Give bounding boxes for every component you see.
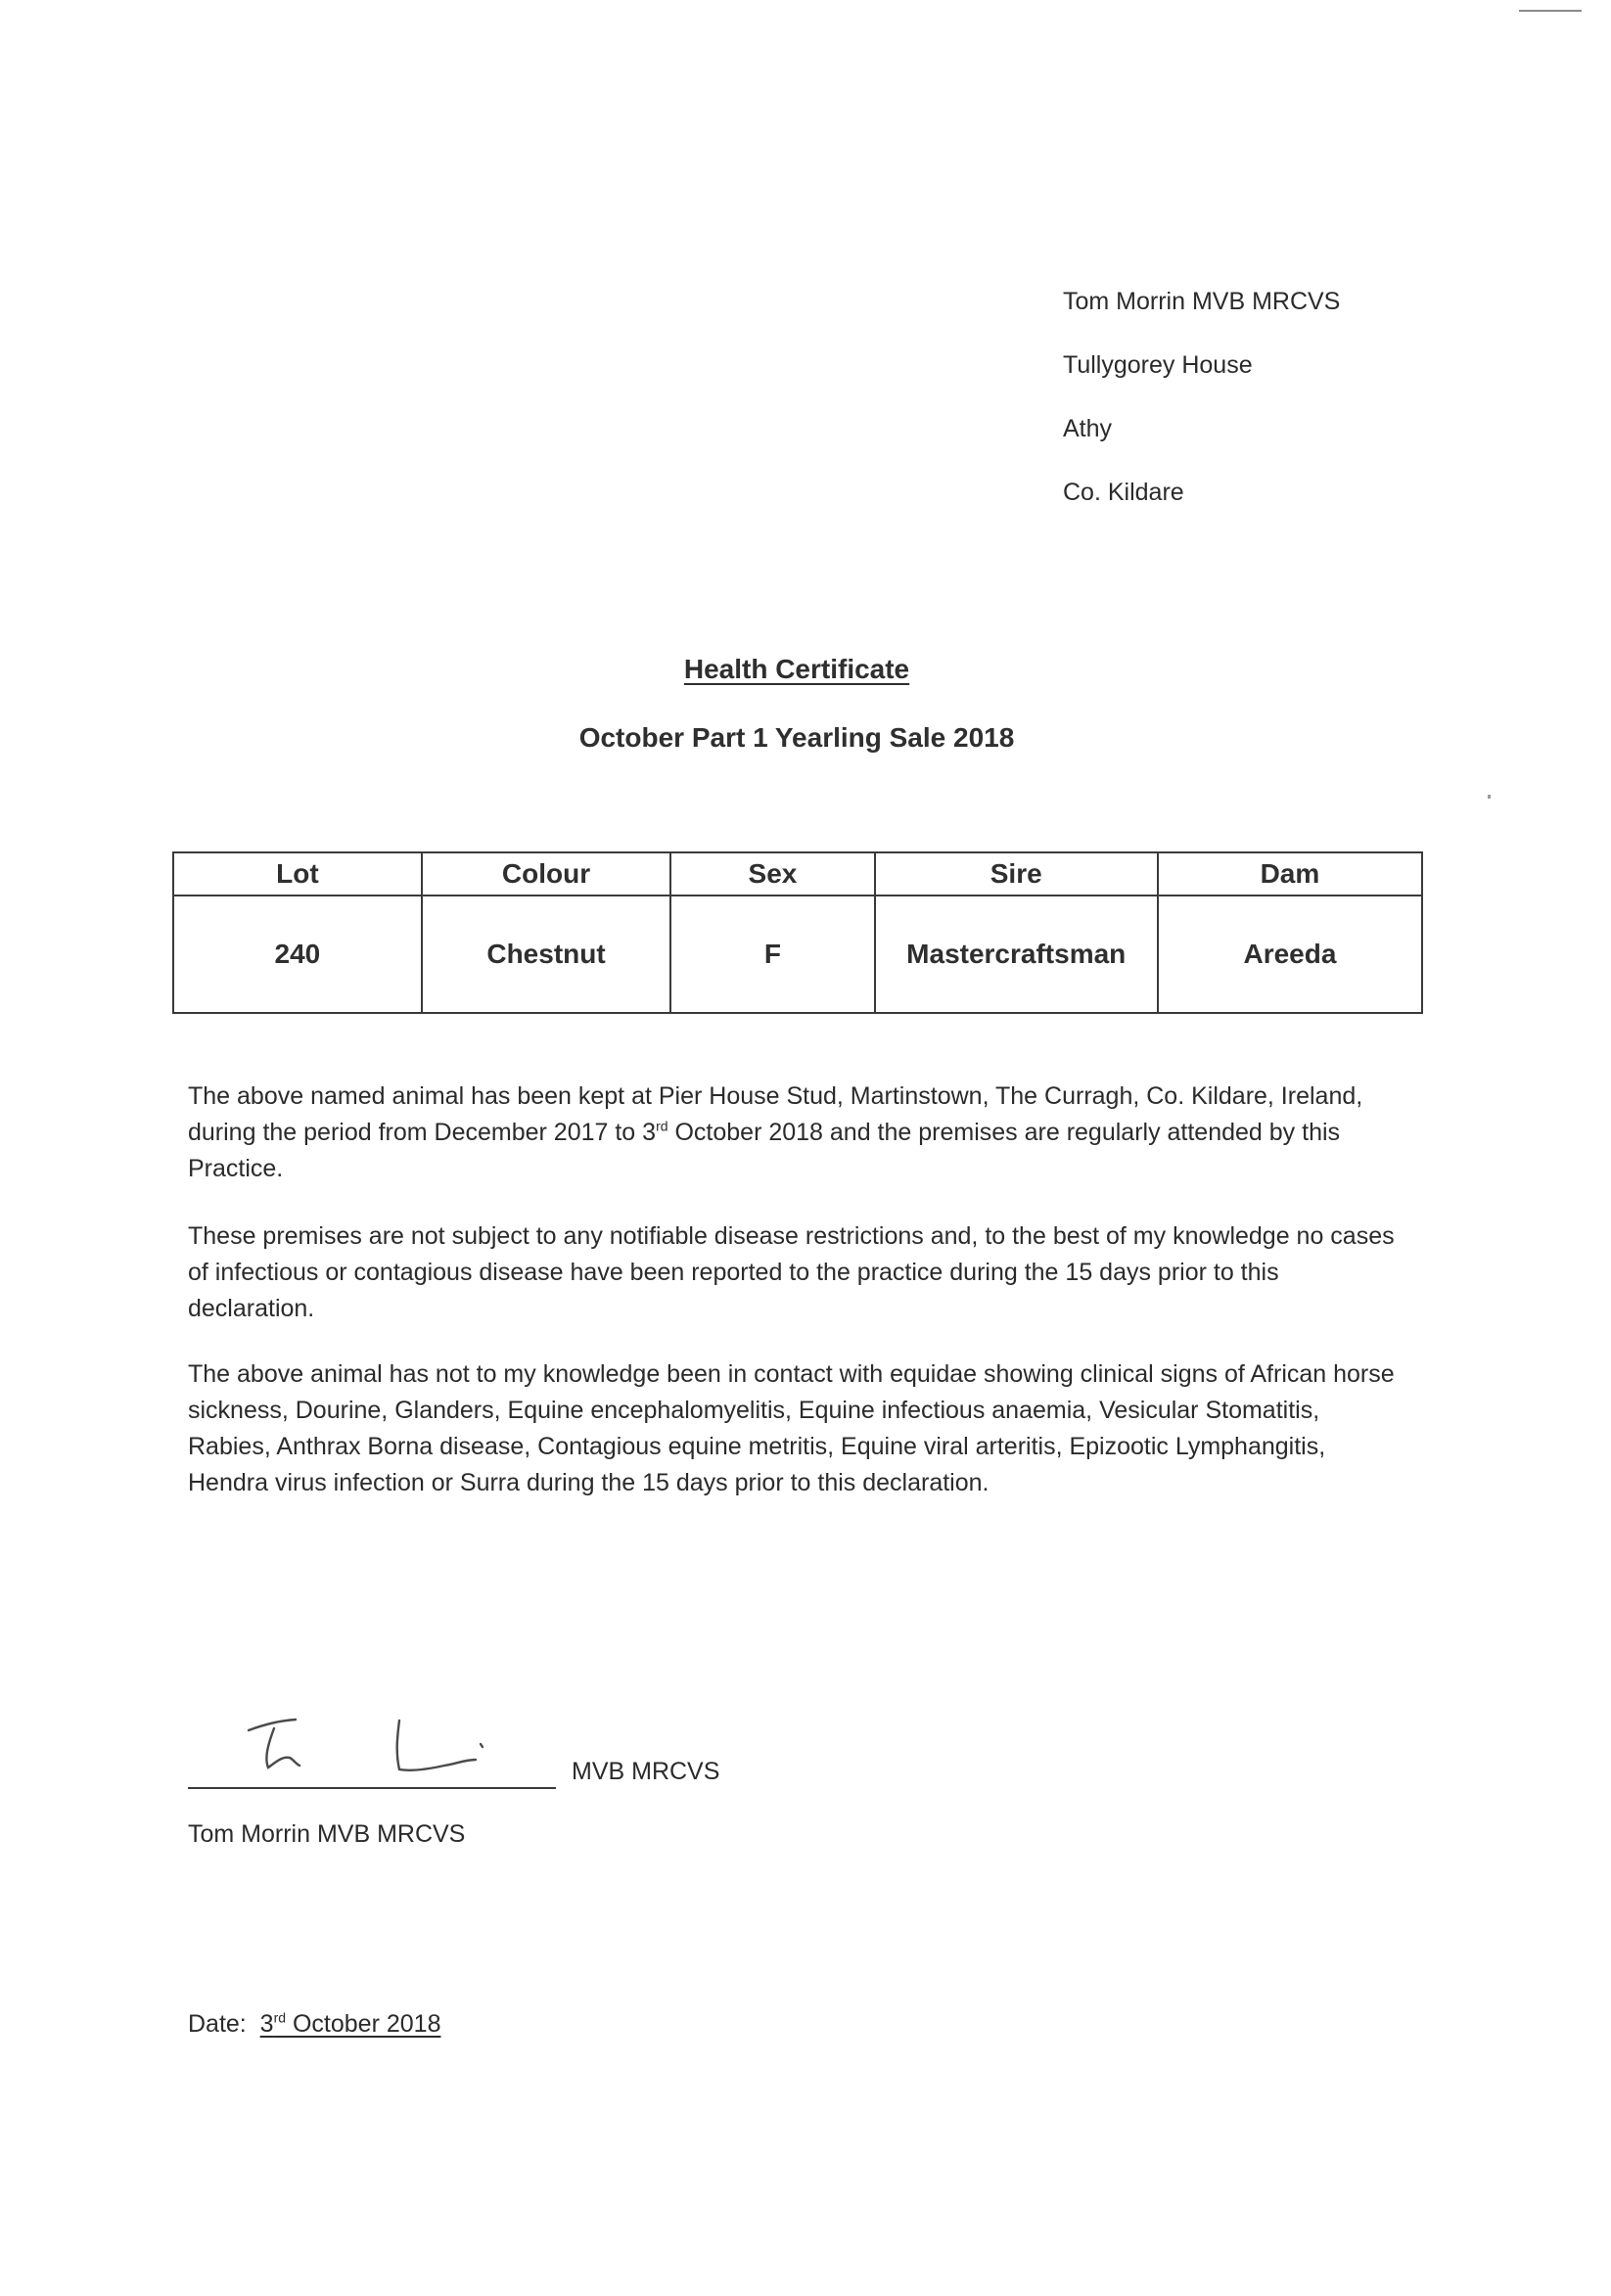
signature-date xyxy=(188,2010,440,2039)
cell-dam: Areeda xyxy=(1158,895,1422,1013)
table-row xyxy=(173,895,1422,1013)
signature-line xyxy=(188,1787,556,1789)
date-day-ordinal: rd xyxy=(273,2009,287,2026)
cell-sire: Mastercraftsman xyxy=(875,895,1158,1013)
cell-colour: Chestnut xyxy=(422,895,671,1013)
scan-edge-mark xyxy=(1519,10,1582,12)
document-subtitle: October Part 1 Yearling Sale 2018 xyxy=(578,722,1015,753)
header-sire: Sire xyxy=(875,852,1158,895)
premises-text-end: October 2018 and the premises are regularly attended by this Practice. xyxy=(188,1119,1341,1182)
header-lot: Lot xyxy=(173,852,422,895)
date-ordinal: rd xyxy=(656,1118,668,1134)
signer-name: Tom Morrin MVB MRCVS xyxy=(188,1820,466,1848)
handwritten-signature xyxy=(235,1701,529,1791)
address-line-3: Co. Kildare xyxy=(1063,479,1184,506)
header-colour: Colour xyxy=(422,852,671,895)
date-month-year: October 2018 xyxy=(286,2010,441,2038)
premises-paragraph xyxy=(188,1079,1402,1187)
cell-lot: 240 xyxy=(173,895,422,1013)
document-title: Health Certificate xyxy=(683,654,910,684)
header-dam: Dam xyxy=(1158,852,1422,895)
premises-text-start: The above named animal has been kept at Pier House Stud, Martinstown, The Curragh, Co. Kildare, Ireland, during the period from December 2017 to 3 xyxy=(188,1082,1363,1146)
scan-speck xyxy=(1488,795,1491,799)
address-name: Tom Morrin MVB MRCVS xyxy=(1063,288,1341,315)
cell-sex: F xyxy=(670,895,874,1013)
signature-qualifications: MVB MRCVS xyxy=(572,1758,720,1785)
date-label: Date: xyxy=(188,2010,247,2038)
restrictions-paragraph: These premises are not subject to any notifiable disease restrictions and, to the best of my knowledge no cases of infectious or contagious disease have been reported to the practice during the 15 days prior to this declaration. xyxy=(188,1222,1395,1322)
date-day: 3 xyxy=(259,2010,274,2038)
address-line-2: Athy xyxy=(1063,415,1113,442)
address-line-1: Tullygorey House xyxy=(1063,351,1253,379)
date-value xyxy=(260,2010,441,2038)
table-header-row xyxy=(173,852,1422,895)
sender-address xyxy=(1063,270,1340,525)
horse-details-table xyxy=(172,851,1423,1014)
disease-contact-paragraph: The above animal has not to my knowledge been in contact with equidae showing clinical signs of African horse sickness, Dourine, Glanders, Equine encephalomyelitis, Equine infectious anaemia, Vesicular Stomatitis, Rabies, Anthrax Borna disease, Contagious equine metritis, Equine viral arteritis, Epizootic Lymphangitis, Hendra virus infection or Surra during the 15 days prior to this declaration. xyxy=(188,1360,1395,1496)
header-sex: Sex xyxy=(670,852,874,895)
